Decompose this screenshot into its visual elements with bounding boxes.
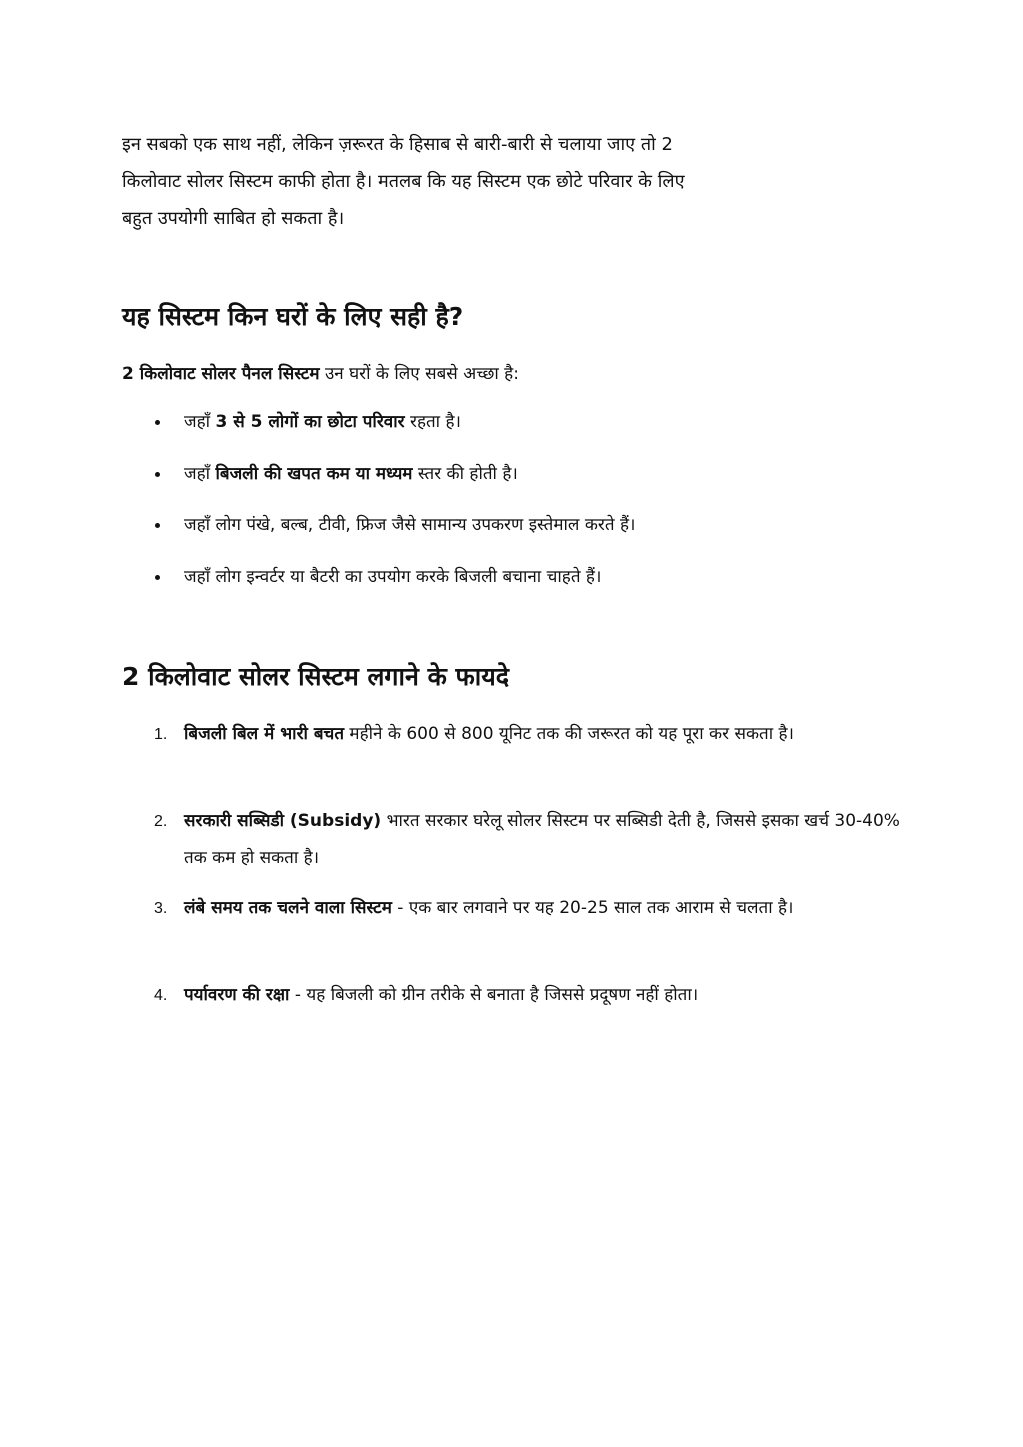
list-item xyxy=(122,563,902,615)
bullet-icon xyxy=(155,523,160,528)
bullet-post-text: स्तर की होती है। xyxy=(412,463,518,484)
lead-bold-text: 2 किलोवाट सोलर पैनल सिस्टम xyxy=(122,364,320,384)
item-rest-text: - यह बिजली को ग्रीन तरीके से बनाता है जिससे प्रदूषण नहीं होता। xyxy=(289,985,699,1005)
bullet-pre-text: जहाँ xyxy=(184,412,216,432)
section-heading-benefits: 2 किलोवाट सोलर सिस्टम लगाने के फायदे xyxy=(122,662,509,691)
item-bold-text: लंबे समय तक चलने वाला सिस्टम xyxy=(184,898,392,918)
item-bold-text: पर्यावरण की रक्षा xyxy=(184,985,290,1005)
bullet-pre-text: जहाँ लोग इन्वर्टर या बैटरी का उपयोग करके बिजली बचाना चाहते हैं। xyxy=(184,566,602,587)
bullet-icon xyxy=(155,420,160,425)
list-item xyxy=(122,977,912,1017)
bullet-bold-text: बिजली की खपत कम या मध्यम xyxy=(215,463,413,484)
intro-paragraph xyxy=(122,126,892,237)
bullet-pre-text: जहाँ लोग पंखे, बल्ब, टीवी, फ्रिज जैसे सामान्य उपकरण इस्तेमाल करते हैं। xyxy=(184,515,636,535)
section-heading-suitable-homes: यह सिस्टम किन घरों के लिए सही है? xyxy=(122,302,464,331)
list-item xyxy=(122,408,902,460)
item-rest-text: महीने के 600 से 800 यूनिट तक की जरूरत को यह पूरा कर सकता है। xyxy=(344,724,794,744)
item-number: 1. xyxy=(154,726,168,743)
item-number: 4. xyxy=(154,987,168,1004)
bullet-post-text: रहता है। xyxy=(404,412,461,432)
lead-rest-text: उन घरों के लिए सबसे अच्छा है: xyxy=(319,364,519,384)
list-item xyxy=(122,716,912,803)
item-number: 2. xyxy=(154,813,168,830)
bullet-icon xyxy=(155,472,160,477)
section-lead-paragraph xyxy=(122,360,519,388)
bullet-icon xyxy=(155,575,160,580)
intro-line-1: इन सबको एक साथ नहीं, लेकिन ज़रूरत के हिसाब से बारी-बारी से चलाया जाए तो 2 xyxy=(122,134,673,155)
list-item xyxy=(122,511,902,563)
bullet-pre-text: जहाँ xyxy=(184,463,216,484)
item-rest-text: भारत सरकार घरेलू सोलर सिस्टम पर सब्सिडी देती है, जिससे इसका खर्च 30-40% तक कम हो सकता है। xyxy=(184,811,900,868)
list-item xyxy=(122,890,912,977)
bullet-bold-text: 3 से 5 लोगों का छोटा परिवार xyxy=(215,412,405,432)
intro-line-2: किलोवाट सोलर सिस्टम काफी होता है। मतलब कि यह सिस्टम एक छोटे परिवार के लिए xyxy=(122,171,685,192)
item-bold-text: बिजली बिल में भारी बचत xyxy=(184,724,345,744)
intro-line-3: बहुत उपयोगी साबित हो सकता है। xyxy=(122,208,345,229)
list-item xyxy=(122,460,902,512)
suitable-homes-list xyxy=(122,408,902,614)
list-item xyxy=(122,803,912,890)
item-rest-text: - एक बार लगवाने पर यह 20-25 साल तक आराम से चलता है। xyxy=(391,898,794,918)
item-number: 3. xyxy=(154,900,168,917)
item-bold-text: सरकारी सब्सिडी (Subsidy) xyxy=(184,811,382,831)
benefits-list xyxy=(122,716,912,1017)
